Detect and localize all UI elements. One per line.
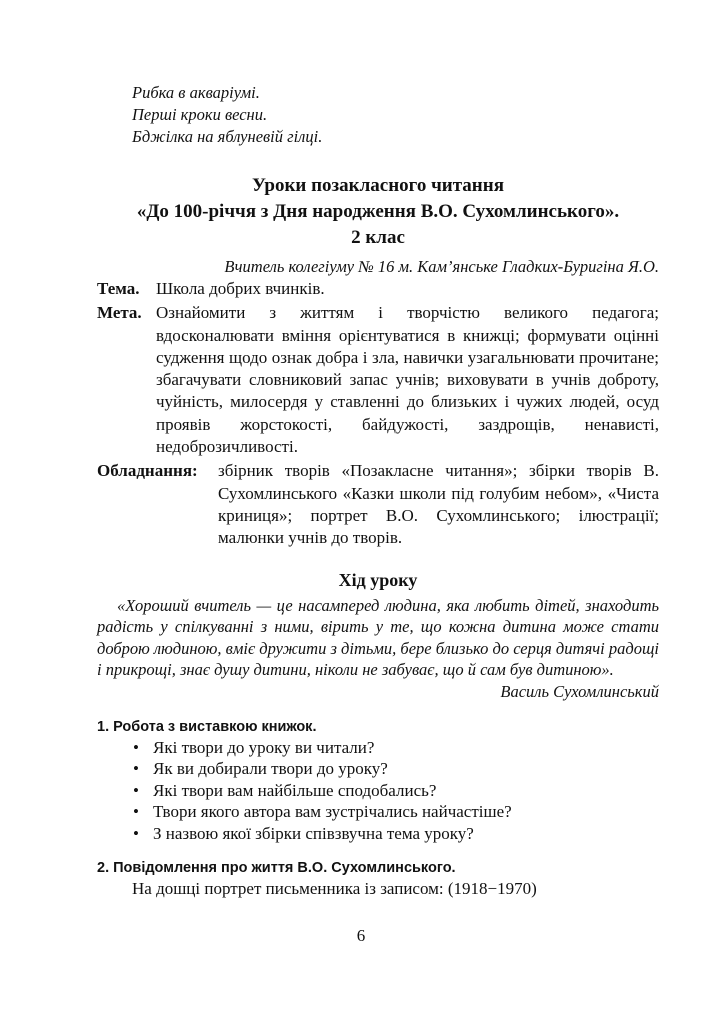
equipment-value: збірник творів «Позакласне читання»; збірки творів В. Сухомлинського «Казки школи під голубим небом», «Чиста криниця»; портрет В.О. Сухомлинського; ілюстрації; малюнки учнів до творів. [218, 461, 659, 548]
question-text: Як ви добирали твори до уроку? [153, 759, 388, 779]
meta-label: Мета. [97, 303, 142, 323]
intro-line: Бджілка на яблуневій гілці. [132, 127, 323, 146]
section2-heading: 2. Повідомлення про життя В.О. Сухомлинського. [97, 859, 456, 876]
tema-value: Школа добрих вчинків. [156, 279, 325, 298]
question-text: Твори якого автора вам зустрічались найчастіше? [153, 802, 512, 822]
meta-field [97, 302, 659, 458]
bullet-icon: • [133, 780, 139, 800]
tema-field [97, 278, 659, 300]
title-line-2: «До 100-річчя з Дня народження В.О. Сухомлинського». [136, 201, 620, 222]
question-list [97, 737, 659, 844]
section2-text: На дошці портрет письменника із записом: (1918−1970) [132, 878, 537, 898]
author-line: Вчитель колегіуму № 16 м. Кам’янське Гладких-Буригіна Я.О. [224, 257, 659, 276]
title-line-1: Уроки позакласного читання [252, 175, 504, 196]
page-number: 6 [356, 926, 366, 945]
list-item [97, 758, 659, 779]
list-item [97, 801, 659, 822]
bullet-icon: • [133, 802, 139, 822]
document-page [97, 82, 659, 900]
question-text: Які твори вам найбільше сподобались? [153, 780, 437, 800]
title-line-3: 2 клас [351, 227, 405, 248]
bullet-icon: • [133, 823, 139, 843]
bullet-icon: • [133, 759, 139, 779]
list-item [97, 823, 659, 844]
bullet-icon: • [133, 737, 139, 757]
meta-value: Ознайомити з життям і творчістю великого педагога; вдосконалювати вміння орієнтуватися в книжці; формувати оцінні судження щодо ознак добра і зла, навички узагальнювати прочитане; збагачувати словниковий запас учнів; виховувати в учнів доброту, чуйність, милосердя у ставленні до близьких і чужих людей, осуд проявів жорстокості, байдужості, заздрощів, ненависті, недоброзичливості. [156, 303, 659, 457]
equipment-label: Обладнання: [97, 461, 198, 481]
lesson-heading: Хід уроку [338, 569, 418, 590]
intro-list [97, 82, 659, 148]
section1-heading: 1. Робота з виставкою книжок. [97, 718, 317, 735]
list-item [97, 737, 659, 758]
question-text: З назвою якої збірки співзвучна тема уроку? [153, 823, 474, 843]
tema-label: Тема. [97, 279, 140, 298]
epigraph-signature: Василь Сухомлинський [500, 681, 659, 701]
intro-line: Рибка в акваріумі. [132, 83, 260, 102]
list-item [97, 780, 659, 801]
intro-line: Перші кроки весни. [132, 105, 268, 124]
lesson-title [97, 173, 659, 251]
equipment-field [97, 460, 659, 549]
question-text: Які твори до уроку ви читали? [153, 737, 375, 757]
epigraph: «Хороший вчитель — це насамперед людина, яка любить дітей, знаходить радість у спілкуванні з ними, вірить у те, що кожна дитина може стати доброю людиною, вміє дружити з дітьми, бере близько до серця дитячі радощі і прикрощі, знає душу дитини, ніколи не забуває, що й сам був дитиною». [97, 595, 660, 680]
